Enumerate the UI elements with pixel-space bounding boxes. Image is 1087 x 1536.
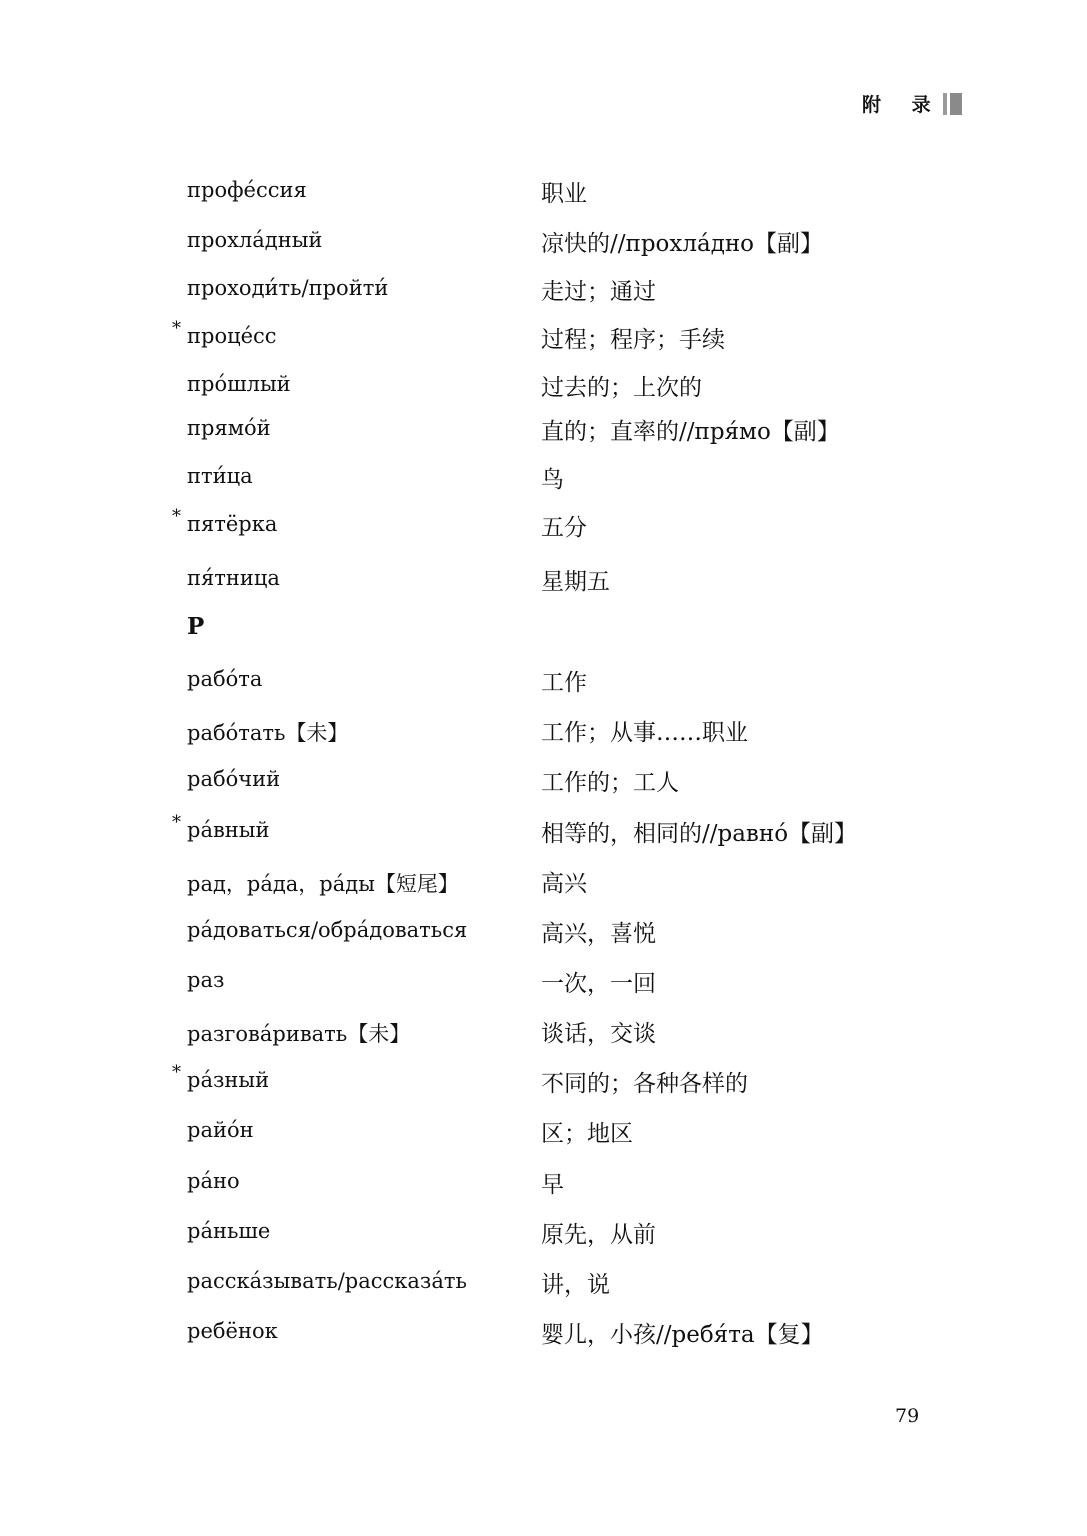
glossary-entry (0, 416, 1087, 456)
russian-term: профе́ссия (187, 178, 307, 202)
entry-mark: * (172, 1062, 181, 1083)
glossary-entry (0, 276, 1087, 316)
glossary-entry (0, 464, 1087, 504)
glossary-entry (0, 318, 1087, 364)
chinese-meaning: 原先，从前 (541, 1222, 656, 1248)
chinese-meaning: 工作的；工人 (541, 770, 679, 796)
russian-term: рабо́тать【未】 (187, 721, 349, 745)
chinese-meaning: 讲，说 (541, 1272, 610, 1298)
russian-term: пти́ца (187, 464, 253, 488)
chinese-meaning: 五分 (541, 515, 587, 541)
russian-term: ра́вный (187, 818, 270, 842)
russian-term: раз (187, 968, 225, 992)
chinese-meaning: 工作 (541, 670, 587, 696)
russian-term: рад，ра́да，ра́ды【短尾】 (187, 872, 459, 896)
russian-term: пя́тница (187, 566, 280, 590)
glossary-entry (0, 228, 1087, 268)
glossary-entry (0, 566, 1087, 606)
russian-term: ра́зный (187, 1068, 270, 1092)
chinese-meaning: 鸟 (541, 467, 564, 493)
russian-term: пятёрка (187, 512, 278, 536)
glossary-entry (0, 506, 1087, 552)
glossary-entry (0, 667, 1087, 707)
chinese-meaning: 星期五 (541, 569, 610, 595)
russian-term: проходи́ть/пройти́ (187, 276, 389, 300)
glossary-entry (0, 1169, 1087, 1209)
glossary-entry (0, 1018, 1087, 1058)
chinese-meaning: 过去的；上次的 (541, 375, 702, 401)
russian-term: прямо́й (187, 416, 271, 440)
chinese-meaning: 不同的；各种各样的 (541, 1071, 748, 1097)
chinese-meaning: 过程；程序；手续 (541, 327, 725, 353)
glossary-entry (0, 1319, 1087, 1359)
russian-term: разгова́ривать【未】 (187, 1022, 411, 1046)
glossary-entry (0, 1118, 1087, 1158)
russian-term: прохла́дный (187, 228, 323, 252)
russian-term: райо́н (187, 1118, 254, 1142)
chinese-meaning: 婴儿，小孩//ребя́та【复】 (541, 1322, 824, 1348)
section-letter: Р (187, 613, 205, 640)
chinese-meaning: 高兴 (541, 871, 587, 897)
russian-term: про́шлый (187, 372, 291, 396)
russian-term: рабо́чий (187, 767, 281, 791)
glossary-entry (0, 372, 1087, 412)
chinese-meaning: 工作；从事……职业 (541, 720, 748, 746)
entry-mark: * (172, 812, 181, 833)
glossary-entry (0, 178, 1087, 218)
glossary-entry (0, 868, 1087, 908)
glossary-entry (0, 1219, 1087, 1259)
glossary-entry (0, 968, 1087, 1008)
page-number: 79 (895, 1405, 920, 1427)
glossary-entry (0, 918, 1087, 958)
russian-term: ра́ньше (187, 1219, 271, 1243)
chinese-meaning: 早 (541, 1172, 564, 1198)
chinese-meaning: 相等的，相同的//равно́【副】 (541, 821, 858, 847)
russian-term: рабо́та (187, 667, 263, 691)
glossary-entry (0, 767, 1087, 807)
russian-term: ра́доваться/обра́доваться (187, 918, 468, 942)
chinese-meaning: 直的；直率的//пря́мо【副】 (541, 419, 840, 445)
header-title: 附 录 (862, 94, 943, 116)
chinese-meaning: 谈话，交谈 (541, 1021, 656, 1047)
chinese-meaning: 高兴，喜悦 (541, 921, 656, 947)
glossary-entry (0, 1062, 1087, 1108)
chinese-meaning: 职业 (541, 181, 587, 207)
glossary-entry (0, 717, 1087, 757)
chinese-meaning: 一次，一回 (541, 971, 656, 997)
russian-term: проце́сс (187, 324, 277, 348)
entry-mark: * (172, 318, 181, 339)
russian-term: расска́зывать/рассказа́ть (187, 1269, 467, 1293)
entry-mark: * (172, 506, 181, 527)
chinese-meaning: 区；地区 (541, 1121, 633, 1147)
chinese-meaning: 凉快的//прохла́дно【副】 (541, 231, 824, 257)
russian-term: ребёнок (187, 1319, 278, 1343)
russian-term: ра́но (187, 1169, 240, 1193)
glossary-entry (0, 812, 1087, 858)
chinese-meaning: 走过；通过 (541, 279, 656, 305)
glossary-entry (0, 1269, 1087, 1309)
